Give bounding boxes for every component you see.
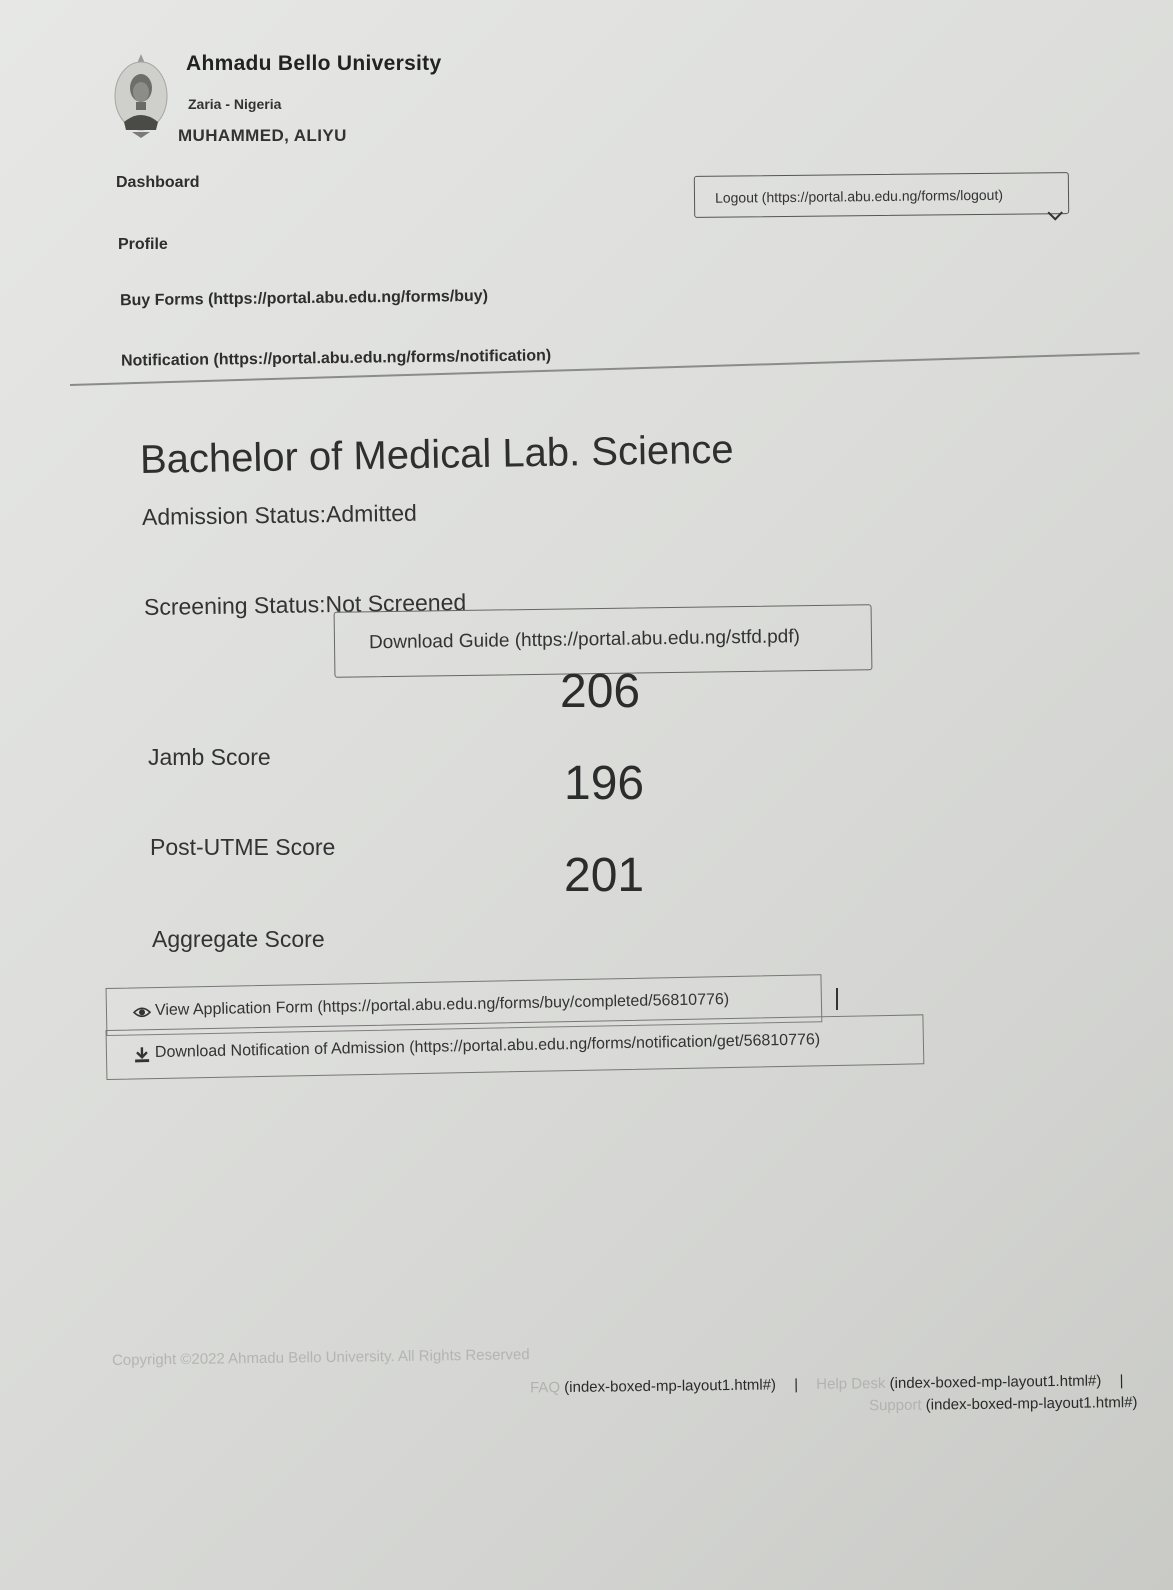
footer-copyright: Copyright ©2022 Ahmadu Bello University. All Rights Reserved <box>111 1346 530 1369</box>
screening-status: Screening Status:Not Screened <box>143 588 467 620</box>
download-notification-label: Download Notification of Admission (https://portal.abu.edu.ng/forms/notification/get/56810776) <box>154 1031 821 1062</box>
eye-icon <box>133 1004 151 1020</box>
avatar <box>110 52 172 140</box>
footer-support-row <box>868 1394 1137 1414</box>
download-icon <box>133 1046 151 1062</box>
aggregate-score-label: Aggregate Score <box>152 926 325 952</box>
university-location: Zaria - Nigeria <box>188 96 282 112</box>
footer-helpdesk-label[interactable]: Help Desk <box>815 1375 886 1393</box>
nav-notification[interactable]: Notification (https://portal.abu.edu.ng/forms/notification) <box>120 347 552 370</box>
footer-faq-url: (index-boxed-mp-layout1.html#) <box>563 1376 776 1397</box>
university-name: Ahmadu Bello University <box>186 52 442 75</box>
chevron-down-icon[interactable] <box>1046 209 1064 223</box>
footer-support-label[interactable]: Support <box>868 1396 922 1415</box>
logout-button[interactable] <box>694 172 1069 218</box>
admission-status: Admission Status:Admitted <box>141 499 418 530</box>
download-guide-label: Download Guide (https://portal.abu.edu.ng/stfd.pdf) <box>368 626 801 654</box>
text-cursor <box>836 988 838 1010</box>
footer-links-row <box>530 1372 1138 1396</box>
post-utme-score-label: Post-UTME Score <box>150 834 336 860</box>
aggregate-score-value: 201 <box>564 849 645 902</box>
nav-buy-forms[interactable]: Buy Forms (https://portal.abu.edu.ng/forms/buy) <box>119 287 489 310</box>
post-utme-score-value: 196 <box>564 757 645 810</box>
footer-support-url: (index-boxed-mp-layout1.html#) <box>925 1394 1138 1414</box>
footer-faq-label[interactable]: FAQ <box>529 1379 560 1397</box>
footer-separator: | <box>793 1376 798 1394</box>
footer-helpdesk-url: (index-boxed-mp-layout1.html#) <box>889 1372 1102 1393</box>
nav-dashboard[interactable]: Dashboard <box>116 174 200 191</box>
nav-profile[interactable]: Profile <box>118 236 168 253</box>
view-application-form-label: View Application Form (https://portal.abu.edu.ng/forms/buy/completed/56810776) <box>154 991 730 1020</box>
jamb-score-label: Jamb Score <box>148 744 271 770</box>
footer-helpdesk-link[interactable] <box>889 1372 1101 1392</box>
footer-faq-link[interactable] <box>564 1376 776 1396</box>
avatar-image <box>110 52 172 140</box>
logout-label: Logout (https://portal.abu.edu.ng/forms/logout) <box>714 186 1004 206</box>
jamb-score-value: 206 <box>560 665 641 718</box>
footer-separator: | <box>1118 1372 1124 1390</box>
program-title: Bachelor of Medical Lab. Science <box>139 427 734 482</box>
user-name: MUHAMMED, ALIYU <box>178 126 347 145</box>
footer-support-link[interactable] <box>925 1394 1137 1414</box>
